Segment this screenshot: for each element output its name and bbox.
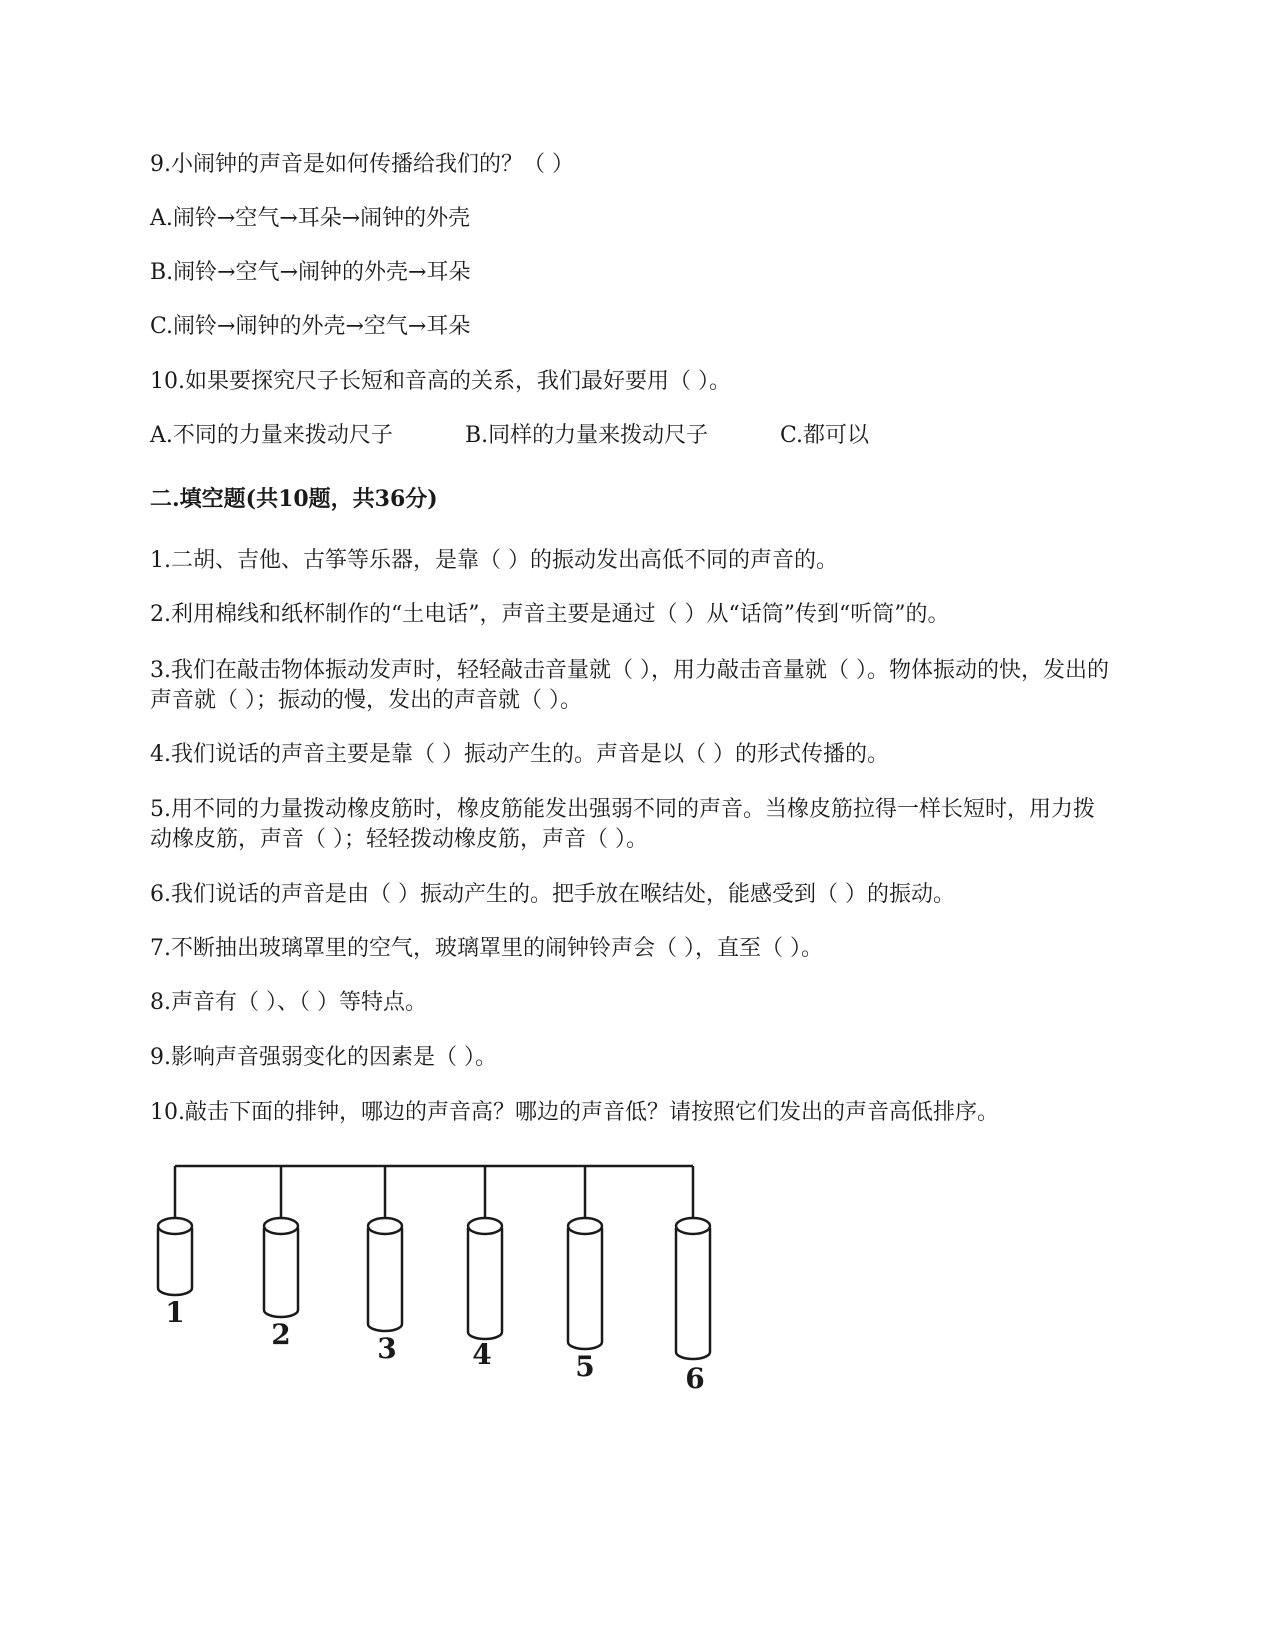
fill-item-9: 9.影响声音强弱变化的因素是（ ）。 — [150, 1045, 497, 1070]
question-10-option-a[interactable]: A.不同的力量来拨动尺子 — [150, 423, 393, 448]
chime-bell-5 — [568, 1218, 602, 1349]
chime-bell-4 — [468, 1218, 502, 1339]
question-10-option-c[interactable]: C.都可以 — [780, 423, 870, 448]
fill-item-6: 6.我们说话的声音是由（ ）振动产生的。把手放在喉结处，能感受到（ ）的振动。 — [150, 882, 955, 907]
chime-bell-1 — [158, 1218, 192, 1295]
fill-item-4: 4.我们说话的声音主要是靠（ ）振动产生的。声音是以（ ）的形式传播的。 — [150, 742, 889, 767]
bell-label-2: 2 — [271, 1318, 291, 1351]
chime-bell-6 — [676, 1218, 710, 1359]
question-10-stem: 10.如果要探究尺子长短和音高的关系，我们最好要用（ ）。 — [150, 369, 731, 394]
fill-item-10: 10.敲击下面的排钟，哪边的声音高？哪边的声音低？请按照它们发出的声音高低排序。 — [150, 1100, 999, 1125]
chime-bell-2 — [264, 1218, 298, 1317]
bell-label-1: 1 — [165, 1296, 185, 1329]
question-10-option-b[interactable]: B.同样的力量来拨动尺子 — [465, 423, 709, 448]
section-2-heading: 二.填空题(共10题，共36分) — [150, 486, 438, 512]
fill-item-8: 8.声音有（ ）、（ ）等特点。 — [150, 990, 427, 1015]
bell-label-6: 6 — [685, 1362, 705, 1395]
bell-label-3: 3 — [377, 1332, 397, 1365]
bell-label-5: 5 — [575, 1350, 595, 1383]
fill-item-1: 1.二胡、吉他、古筝等乐器，是靠（ ）的振动发出高低不同的声音的。 — [150, 548, 838, 573]
fill-item-3: 3.我们在敲击物体振动发声时，轻轻敲击音量就（ ），用力敲击音量就（ ）。物体振动的快，发出的声音就（ ）；振动的慢，发出的声音就（ ）。 — [150, 658, 1109, 713]
fill-item-2: 2.利用棉线和纸杯制作的“土电话”，声音主要是通过（ ）从“话筒”传到“听筒”的。 — [150, 602, 950, 627]
fill-item-7: 7.不断抽出玻璃罩里的空气，玻璃罩里的闹钟铃声会（ ），直至（ ）。 — [150, 936, 823, 961]
question-9-option-c[interactable]: C.闹铃→闹钟的外壳→空气→耳朵 — [150, 314, 471, 339]
question-9-option-b[interactable]: B.闹铃→空气→闹钟的外壳→耳朵 — [150, 260, 471, 285]
fill-item-5: 5.用不同的力量拨动橡皮筋时，橡皮筋能发出强弱不同的声音。当橡皮筋拉得一样长短时，用力拨动橡皮筋，声音（ ）；轻轻拨动橡皮筋，声音（ ）。 — [150, 797, 1095, 852]
question-10-options — [150, 421, 869, 451]
bell-label-4: 4 — [472, 1338, 492, 1371]
bell-chime-figure — [155, 1160, 735, 1420]
chime-bell-3 — [368, 1218, 402, 1331]
question-9-option-a[interactable]: A.闹铃→空气→耳朵→闹钟的外壳 — [150, 206, 471, 231]
question-9-stem: 9.小闹钟的声音是如何传播给我们的？（ ） — [150, 152, 574, 177]
